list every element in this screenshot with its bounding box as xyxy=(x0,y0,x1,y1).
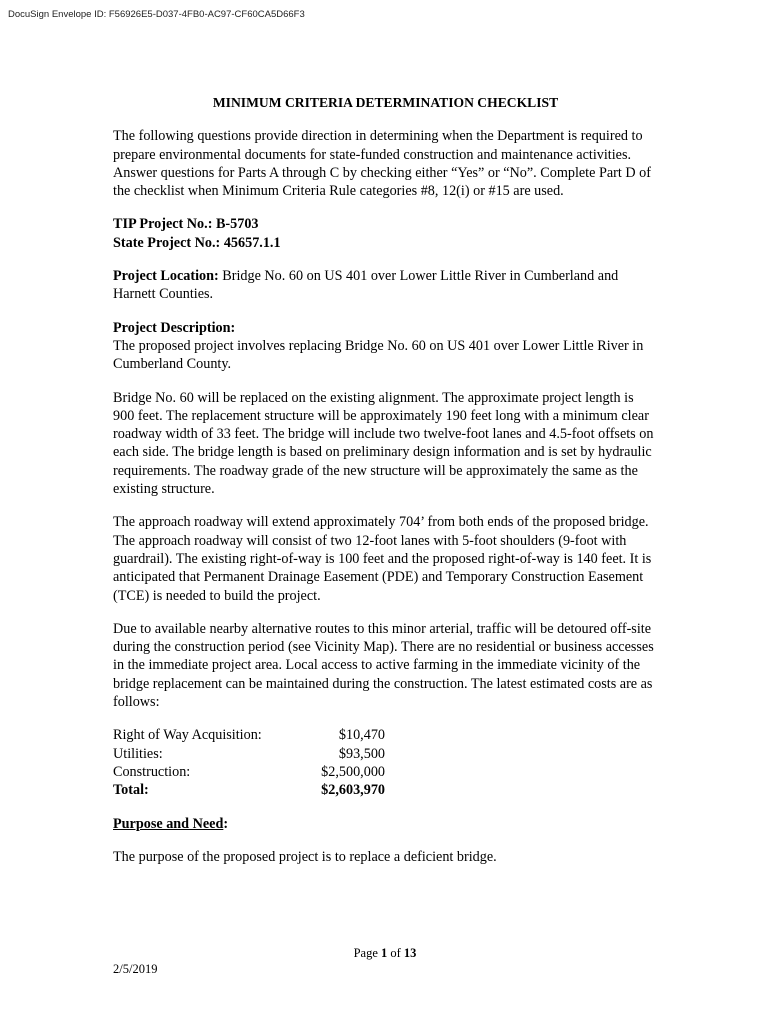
cost-value: $10,470 xyxy=(338,727,385,744)
project-description-text: The proposed project involves replacing Bridge No. 60 on US 401 over Lower Little River in Cumberland County. xyxy=(113,337,644,373)
detour-paragraph: Due to available nearby alternative routes to this minor arterial, traffic will be detoured off-site during the construction period (see Vicinity Map). There are no residential or business accesses in the immediate project area. Local access to active farming in the immediate vicinity of the bridge replacement can be maintained during the construction. The latest estimated costs are as follows: xyxy=(113,620,654,711)
project-description xyxy=(113,319,658,374)
bridge-paragraph: Bridge No. 60 will be replaced on the existing alignment. The approximate project length is 900 feet. The replacement structure will be approximately 190 feet long with a minimum clear roadway width of 33 feet. The bridge will include two twelve-foot lanes and 4.5-foot offsets on each side. The bridge length is based on preliminary design information and is set by hydraulic requirements. The roadway grade of the new structure will be approximately the same as the existing structure. xyxy=(113,389,654,498)
approach-paragraph: The approach roadway will extend approximately 704’ from both ends of the proposed bridge. The approach roadway will consist of two 12-foot lanes with 5-foot shoulders (9-foot with guardrail). The existing right-of-way is 100 feet and the proposed right-of-way is 140 feet. It is anticipated that Permanent Drainage Easement (PDE) and Temporary Construction Easement (TCE) is needed to build the project. xyxy=(113,514,652,604)
project-numbers xyxy=(113,215,658,252)
project-location-label: Project Location: xyxy=(113,268,219,285)
purpose-heading-text: Purpose and Need xyxy=(113,815,224,832)
page-word: Page xyxy=(353,946,381,960)
cost-row xyxy=(113,745,658,763)
page-total: 13 xyxy=(403,946,417,960)
project-description-label: Project Description: xyxy=(113,319,236,336)
cost-label: Right of Way Acquisition: xyxy=(113,727,262,744)
page-number xyxy=(0,946,770,961)
project-location xyxy=(113,267,658,304)
cost-total-row xyxy=(113,781,658,799)
tip-project-number: TIP Project No.: B-5703 xyxy=(113,216,259,233)
document-date: 2/5/2019 xyxy=(113,962,158,976)
cost-table xyxy=(113,726,658,799)
of-word: of xyxy=(387,946,404,960)
intro-paragraph: The following questions provide direction in determining when the Department is required to prepare environmental documents for state-funded construction and maintenance activities. Answer questions for Parts A through C by checking either “Yes” or “No”. Complete Part D of the checklist when Minimum Criteria Rule categories #8, 12(i) or #15 are used. xyxy=(113,128,651,200)
document-page xyxy=(113,94,658,881)
state-project-number: State Project No.: 45657.1.1 xyxy=(113,234,281,251)
cost-total-value: $2,603,970 xyxy=(321,782,385,799)
cost-label: Construction: xyxy=(113,763,191,780)
purpose-heading xyxy=(113,815,658,833)
project-location-text: Bridge No. 60 on US 401 over Lower Little River in Cumberland and Harnett Counties. xyxy=(113,268,619,303)
cost-row xyxy=(113,763,658,781)
docusign-envelope-id: DocuSign Envelope ID: F56926E5-D037-4FB0-AC97-CF60CA5D66F3 xyxy=(8,9,305,20)
cost-total-label: Total: xyxy=(113,782,149,799)
cost-value: $2,500,000 xyxy=(321,763,385,780)
page-current: 1 xyxy=(381,946,388,960)
cost-label: Utilities: xyxy=(113,745,163,762)
purpose-paragraph: The purpose of the proposed project is to replace a deficient bridge. xyxy=(113,848,497,865)
page-title: MINIMUM CRITERIA DETERMINATION CHECKLIST xyxy=(212,95,559,110)
cost-value: $93,500 xyxy=(338,745,385,762)
cost-row xyxy=(113,726,658,744)
purpose-heading-colon: : xyxy=(223,815,229,832)
